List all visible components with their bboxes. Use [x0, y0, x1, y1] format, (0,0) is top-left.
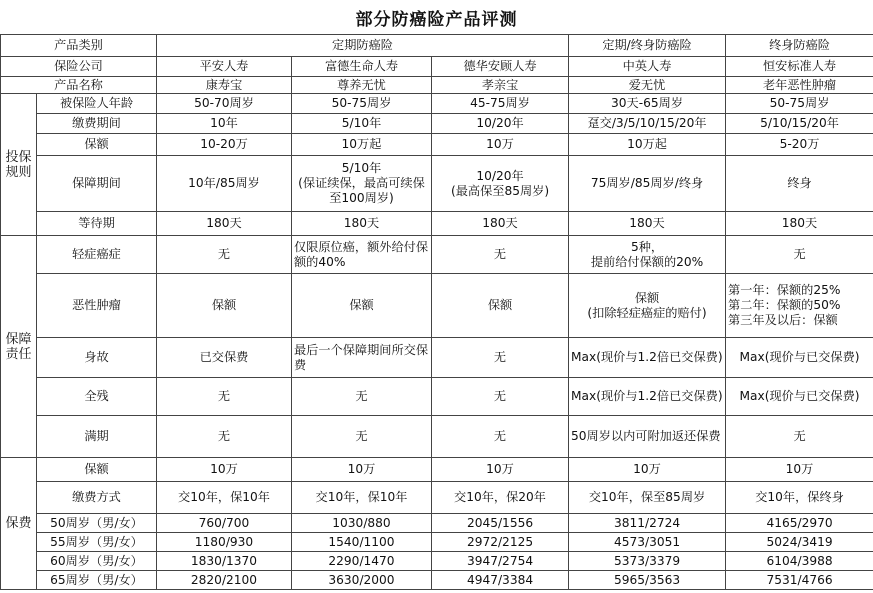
rules-row [1, 212, 873, 236]
value-cell: 1830/1370 [157, 552, 292, 571]
value-cell: 3811/2724 [569, 514, 726, 533]
value-cell: 终身 [726, 156, 873, 212]
row-label: 满期 [37, 416, 157, 458]
value-cell: 交10年，保10年 [157, 482, 292, 514]
row-label: 缴费期间 [37, 114, 157, 134]
product-name-cell: 尊养无忧 [292, 77, 432, 94]
coverage-row [1, 274, 873, 338]
value-cell: 10万 [292, 458, 432, 482]
value-cell: 5024/3419 [726, 533, 873, 552]
value-cell: 5种， 提前给付保额的20% [569, 236, 726, 274]
section-label-premium: 保费 [1, 458, 37, 590]
rules-row [1, 94, 873, 114]
value-cell: 最后一个保障期间所交保费 [292, 338, 432, 378]
value-cell: 2045/1556 [432, 514, 569, 533]
value-cell: 180天 [292, 212, 432, 236]
value-cell: 无 [157, 416, 292, 458]
value-cell: 50-70周岁 [157, 94, 292, 114]
value-cell: 趸交/3/5/10/15/20年 [569, 114, 726, 134]
category-label: 产品类别 [1, 35, 157, 57]
row-label: 恶性肿瘤 [37, 274, 157, 338]
value-cell: 30天-65周岁 [569, 94, 726, 114]
product-name-row [1, 77, 873, 94]
coverage-row [1, 236, 873, 274]
section-label-rules: 投保规则 [1, 94, 37, 236]
value-cell: 第一年：保额的25% 第二年：保额的50% 第三年及以后：保额 [726, 274, 873, 338]
value-cell: 仅限原位癌，额外给付保额的40% [292, 236, 432, 274]
value-cell: 无 [432, 416, 569, 458]
company-cell: 恒安标准人寿 [726, 57, 873, 77]
product-name-cell: 孝亲宝 [432, 77, 569, 94]
value-cell: 10万 [432, 134, 569, 156]
value-cell: 4165/2970 [726, 514, 873, 533]
value-cell: 10/20年 [432, 114, 569, 134]
value-cell: Max(现价与已交保费) [726, 378, 873, 416]
value-cell: 4947/3384 [432, 571, 569, 590]
row-label: 等待期 [37, 212, 157, 236]
value-cell: Max(现价与已交保费) [726, 338, 873, 378]
value-cell: Max(现价与1.2倍已交保费) [569, 378, 726, 416]
value-cell: 1180/930 [157, 533, 292, 552]
value-cell: 10万 [726, 458, 873, 482]
value-cell: 2290/1470 [292, 552, 432, 571]
value-cell: 3630/2000 [292, 571, 432, 590]
value-cell: 5/10年 (保证续保，最高可续保至100周岁) [292, 156, 432, 212]
category-whole: 终身防癌险 [726, 35, 873, 57]
section-label-coverage: 保障责任 [1, 236, 37, 458]
value-cell: 50-75周岁 [726, 94, 873, 114]
value-cell: 180天 [157, 212, 292, 236]
product-name-cell: 康寿宝 [157, 77, 292, 94]
row-label: 全残 [37, 378, 157, 416]
rules-row [1, 134, 873, 156]
value-cell: 交10年，保至85周岁 [569, 482, 726, 514]
row-label: 65周岁（男/女） [37, 571, 157, 590]
value-cell: 已交保费 [157, 338, 292, 378]
coverage-row [1, 338, 873, 378]
value-cell: 5-20万 [726, 134, 873, 156]
value-cell: 50-75周岁 [292, 94, 432, 114]
value-cell: 10万起 [292, 134, 432, 156]
row-label: 50周岁（男/女） [37, 514, 157, 533]
value-cell: 10年 [157, 114, 292, 134]
value-cell: 保额 (扣除轻症癌症的赔付) [569, 274, 726, 338]
row-label: 60周岁（男/女） [37, 552, 157, 571]
product-name-cell: 爱无忧 [569, 77, 726, 94]
row-label: 被保险人年龄 [37, 94, 157, 114]
value-cell: 3947/2754 [432, 552, 569, 571]
row-label: 保额 [37, 134, 157, 156]
value-cell: 保额 [292, 274, 432, 338]
premium-row [1, 552, 873, 571]
value-cell: 5373/3379 [569, 552, 726, 571]
row-label: 身故 [37, 338, 157, 378]
premium-row [1, 458, 873, 482]
value-cell: 180天 [726, 212, 873, 236]
value-cell: 10万 [157, 458, 292, 482]
value-cell: 无 [726, 416, 873, 458]
value-cell: 2972/2125 [432, 533, 569, 552]
category-row [1, 35, 873, 57]
value-cell: 2820/2100 [157, 571, 292, 590]
value-cell: Max(现价与1.2倍已交保费) [569, 338, 726, 378]
value-cell: 7531/4766 [726, 571, 873, 590]
value-cell: 75周岁/85周岁/终身 [569, 156, 726, 212]
value-cell: 无 [157, 378, 292, 416]
premium-row [1, 482, 873, 514]
page-title: 部分防癌险产品评测 [355, 9, 518, 30]
value-cell: 无 [157, 236, 292, 274]
value-cell: 无 [292, 378, 432, 416]
value-cell: 交10年，保10年 [292, 482, 432, 514]
value-cell: 无 [726, 236, 873, 274]
row-label: 55周岁（男/女） [37, 533, 157, 552]
product-name-cell: 老年恶性肿瘤 [726, 77, 873, 94]
value-cell: 180天 [432, 212, 569, 236]
coverage-row [1, 416, 873, 458]
value-cell: 5/10年 [292, 114, 432, 134]
value-cell: 50周岁以内可附加返还保费 [569, 416, 726, 458]
value-cell: 5965/3563 [569, 571, 726, 590]
value-cell: 10万 [569, 458, 726, 482]
name-label: 产品名称 [1, 77, 157, 94]
premium-row [1, 533, 873, 552]
row-label: 轻症癌症 [37, 236, 157, 274]
company-cell: 德华安顾人寿 [432, 57, 569, 77]
value-cell: 10万 [432, 458, 569, 482]
rules-row [1, 156, 873, 212]
category-mixed: 定期/终身防癌险 [569, 35, 726, 57]
value-cell: 10-20万 [157, 134, 292, 156]
value-cell: 无 [432, 378, 569, 416]
company-row [1, 57, 873, 77]
row-label: 保额 [37, 458, 157, 482]
company-cell: 中英人寿 [569, 57, 726, 77]
value-cell: 1030/880 [292, 514, 432, 533]
row-label: 保障期间 [37, 156, 157, 212]
value-cell: 4573/3051 [569, 533, 726, 552]
value-cell: 无 [432, 338, 569, 378]
value-cell: 无 [292, 416, 432, 458]
value-cell: 交10年，保20年 [432, 482, 569, 514]
comparison-table [0, 34, 873, 590]
category-term: 定期防癌险 [157, 35, 569, 57]
company-cell: 平安人寿 [157, 57, 292, 77]
coverage-row [1, 378, 873, 416]
value-cell: 760/700 [157, 514, 292, 533]
value-cell: 10/20年 (最高保至85周岁) [432, 156, 569, 212]
value-cell: 无 [432, 236, 569, 274]
value-cell: 交10年，保终身 [726, 482, 873, 514]
premium-row [1, 571, 873, 590]
company-label: 保险公司 [1, 57, 157, 77]
value-cell: 5/10/15/20年 [726, 114, 873, 134]
premium-row [1, 514, 873, 533]
value-cell: 10万起 [569, 134, 726, 156]
value-cell: 10年/85周岁 [157, 156, 292, 212]
value-cell: 1540/1100 [292, 533, 432, 552]
rules-row [1, 114, 873, 134]
value-cell: 保额 [432, 274, 569, 338]
value-cell: 180天 [569, 212, 726, 236]
table-body [1, 35, 873, 590]
company-cell: 富德生命人寿 [292, 57, 432, 77]
row-label: 缴费方式 [37, 482, 157, 514]
value-cell: 6104/3988 [726, 552, 873, 571]
value-cell: 保额 [157, 274, 292, 338]
value-cell: 45-75周岁 [432, 94, 569, 114]
